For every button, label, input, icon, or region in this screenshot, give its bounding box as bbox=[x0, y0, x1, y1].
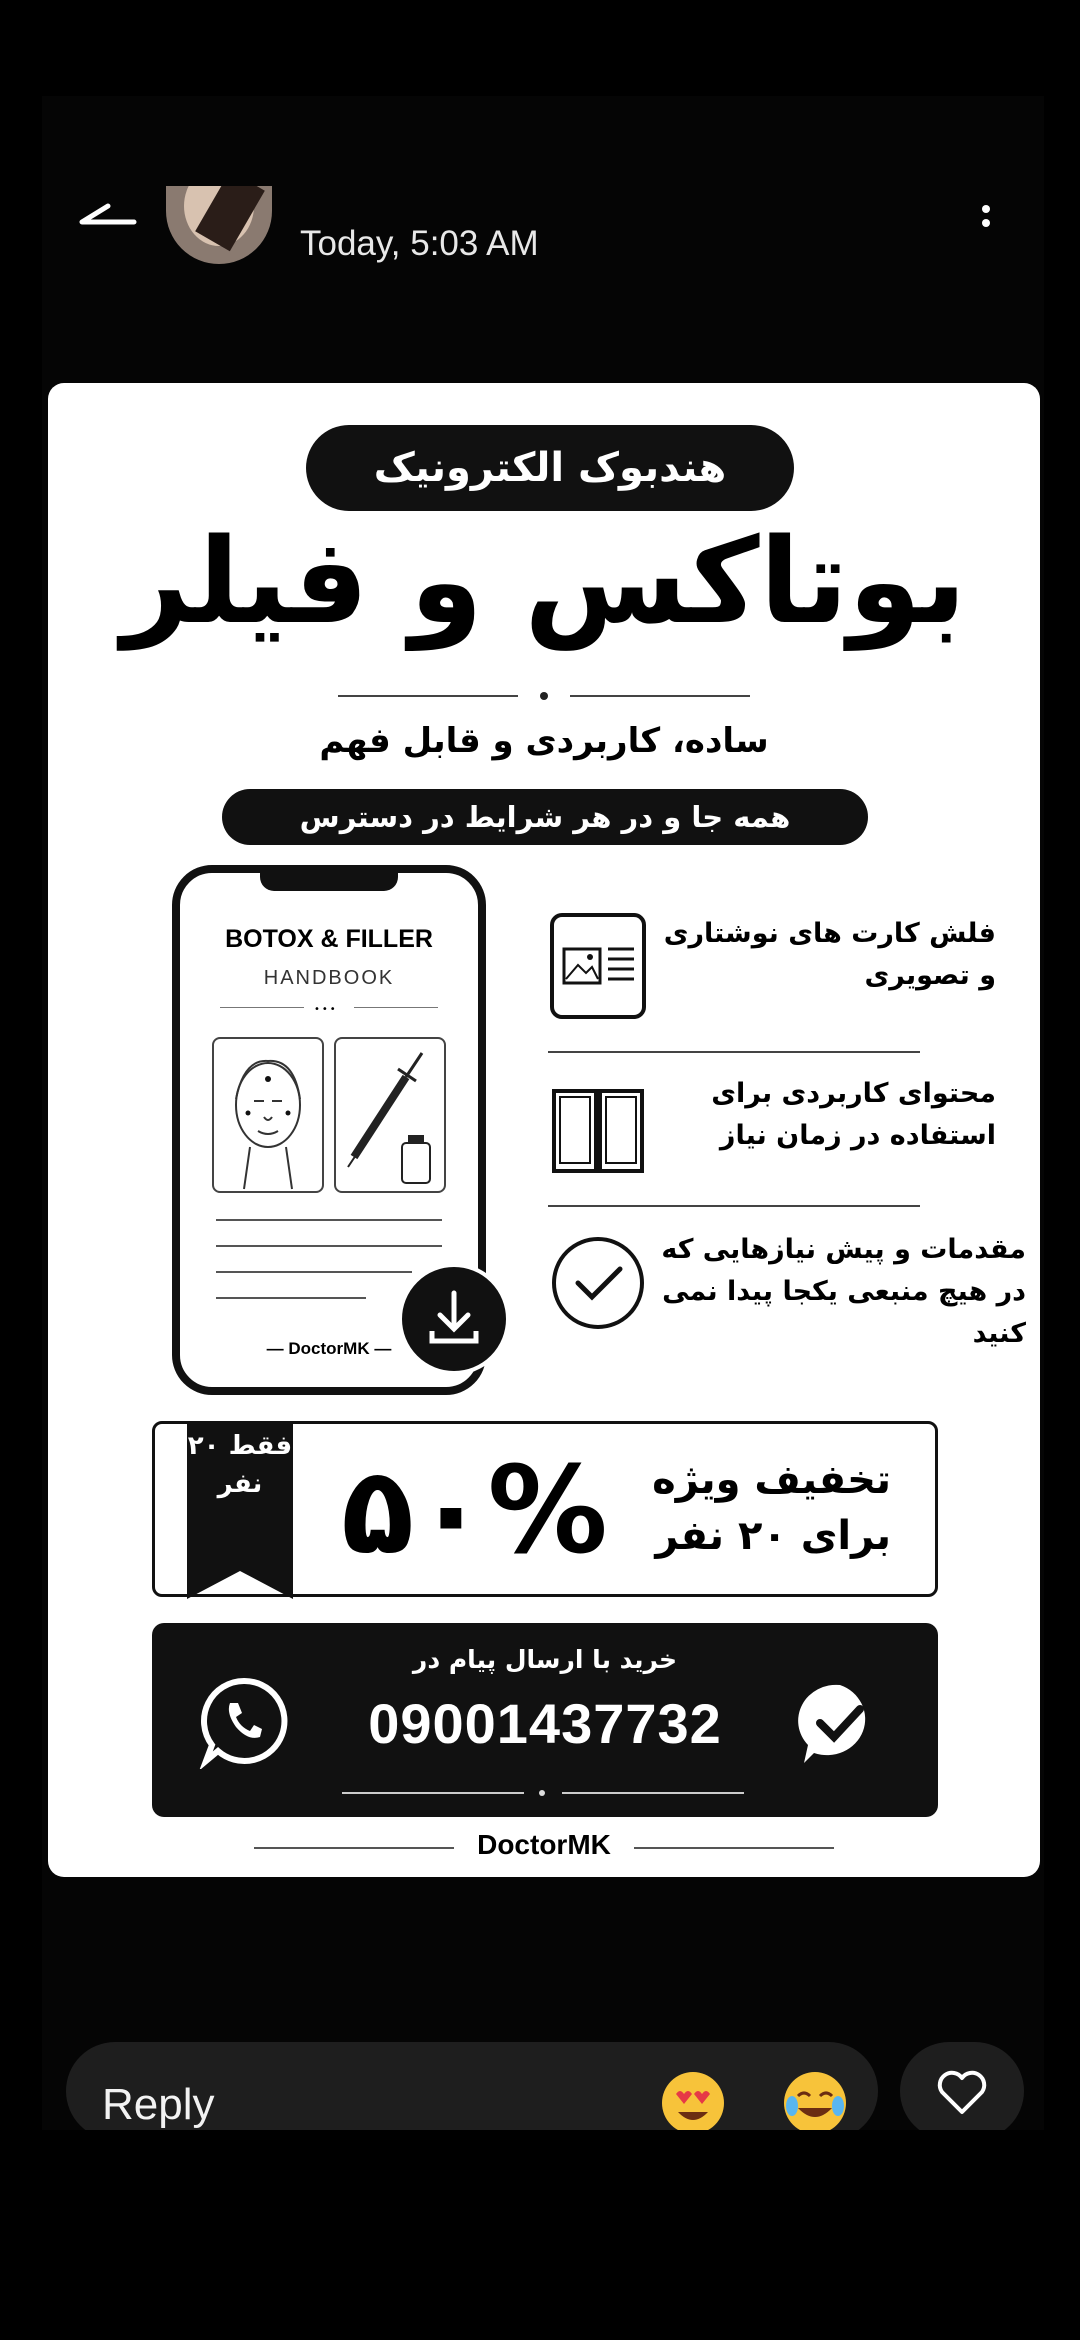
discount-text: تخفیف ویژه برای ۲۰ نفر bbox=[652, 1457, 891, 1559]
phone-mockup-footer: — DoctorMK — bbox=[266, 1339, 392, 1358]
heart-icon bbox=[900, 2042, 1024, 2140]
feature-item bbox=[548, 1219, 1026, 1379]
poster-subtitle: ساده، کاربردی و قابل فهم bbox=[319, 721, 769, 761]
cta-divider bbox=[342, 1789, 744, 1797]
phone-text-line bbox=[216, 1245, 442, 1247]
cta-text: خرید با ارسال پیام در bbox=[412, 1645, 678, 1674]
feature-item bbox=[548, 1063, 1008, 1193]
flashcard-icon bbox=[548, 911, 648, 1021]
title-divider bbox=[338, 689, 750, 703]
poster-pill-label: هندبوک الکترونیک bbox=[306, 425, 794, 511]
feature-divider bbox=[548, 1051, 920, 1053]
more-options-icon[interactable] bbox=[982, 205, 992, 235]
syringe-illustration bbox=[334, 1037, 446, 1193]
check-circle-icon bbox=[548, 1227, 648, 1337]
bottom-area bbox=[0, 2130, 1080, 2340]
discount-value: ۵۰% bbox=[341, 1442, 608, 1581]
phone-text-line bbox=[216, 1297, 366, 1299]
back-arrow-icon[interactable] bbox=[78, 202, 138, 242]
face-illustration bbox=[212, 1037, 324, 1193]
brand-footer bbox=[48, 1829, 1040, 1861]
feature-item bbox=[548, 903, 1008, 1033]
poster-title: بوتاکس و فیلر bbox=[121, 512, 967, 650]
brand-name: DoctorMK bbox=[477, 1829, 611, 1860]
feature-text: فلش کارت های نوشتاری و تصویری bbox=[663, 918, 996, 991]
phone-divider: ••• bbox=[220, 1003, 438, 1013]
phone-mockup-subtitle: HANDBOOK bbox=[263, 967, 395, 989]
poster-availability-pill: همه جا و در هر شرایط در دسترس bbox=[222, 789, 868, 845]
message-check-icon bbox=[796, 1679, 884, 1767]
heart-eyes-emoji[interactable] bbox=[660, 2070, 726, 2136]
phone-mockup-title: BOTOX & FILLER bbox=[225, 925, 433, 953]
tears-of-joy-emoji[interactable] bbox=[782, 2070, 848, 2136]
discount-box bbox=[152, 1421, 938, 1597]
more-dot bbox=[982, 219, 990, 227]
timestamp: Today, 5:03 AM bbox=[300, 224, 539, 263]
like-button[interactable] bbox=[900, 2042, 1024, 2140]
feature-text: مقدمات و پیش نیازهایی که در هیچ منبعی یکجا پیدا نمی کنید bbox=[661, 1234, 1026, 1349]
download-icon bbox=[398, 1263, 510, 1375]
cta-box[interactable] bbox=[152, 1623, 938, 1817]
phone-text-line bbox=[216, 1271, 412, 1273]
feature-text: محتوای کاربردی برای استفاده در زمان نیاز bbox=[711, 1078, 996, 1151]
cta-phone-number[interactable]: 09001437732 bbox=[368, 1692, 722, 1755]
phone-text-line bbox=[216, 1219, 442, 1221]
ribbon-label: فقط ۲۰ نفر bbox=[187, 1431, 293, 1499]
phone-notch bbox=[260, 869, 398, 891]
more-dot bbox=[982, 205, 990, 213]
whatsapp-icon bbox=[196, 1673, 292, 1769]
reply-placeholder: Reply bbox=[102, 2080, 215, 2129]
story-poster bbox=[48, 383, 1040, 1877]
book-icon bbox=[548, 1071, 648, 1181]
feature-divider bbox=[548, 1205, 920, 1207]
